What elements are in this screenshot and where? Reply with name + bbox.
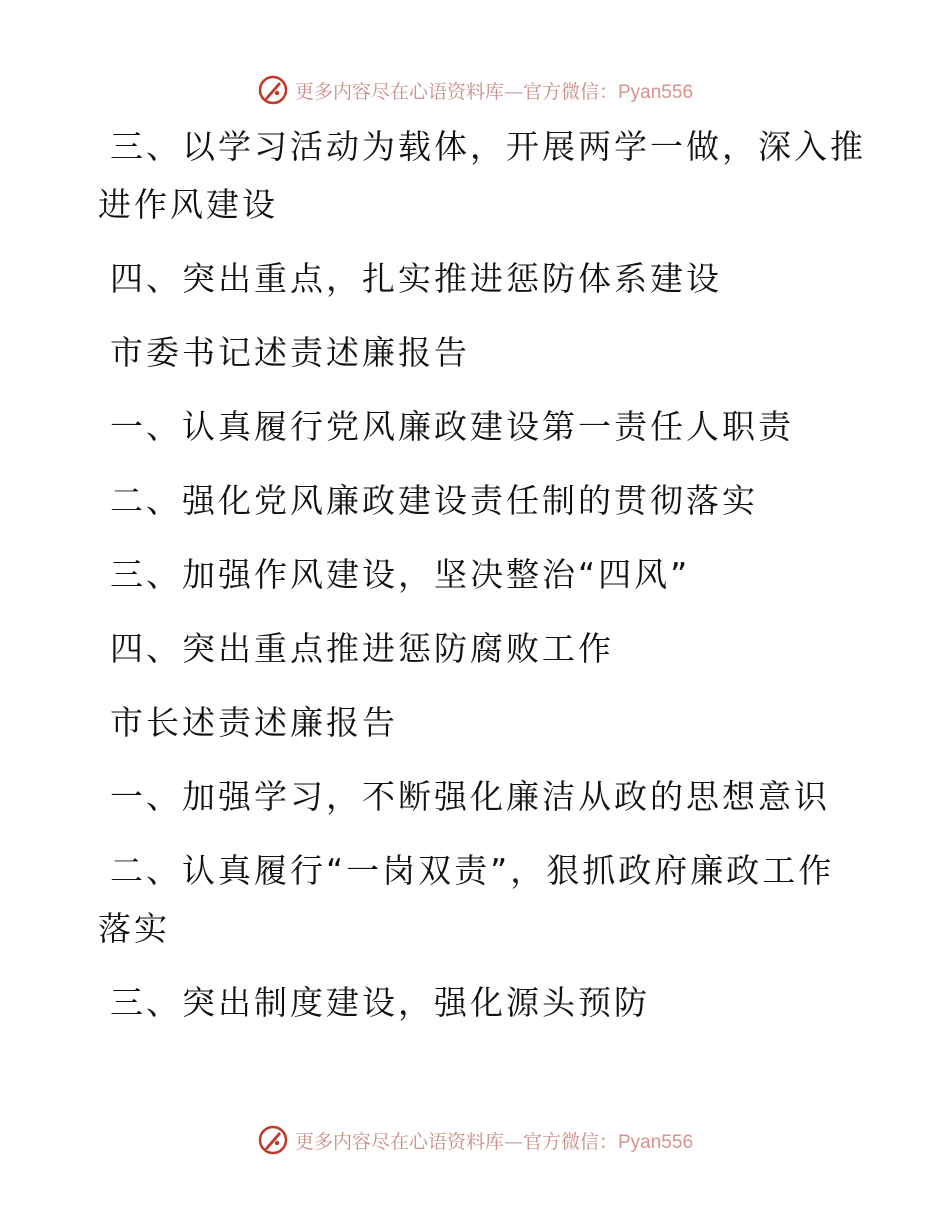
doc-line-10: 一、加强学习，不断强化廉洁从政的思想意识	[110, 777, 830, 816]
watermark-site: 更多内容尽在心语资料库	[294, 80, 504, 103]
doc-line-6: 二、强化党风廉政建设责任制的贯彻落实	[110, 481, 758, 520]
doc-line-9: 市长述责述廉报告	[110, 703, 398, 742]
watermark-text	[295, 1127, 693, 1154]
doc-line-3: 四、突出重点，扎实推进惩防体系建设	[110, 259, 722, 298]
watermark-account: Pyan556	[618, 1131, 694, 1153]
doc-line-1: 三、以学习活动为载体，开展两学一做，深入推	[110, 127, 866, 166]
doc-line-8: 四、突出重点推进惩防腐败工作	[110, 629, 614, 668]
quill-logo-icon	[257, 1124, 289, 1156]
watermark-text	[295, 77, 693, 104]
document-body	[98, 118, 866, 1032]
watermark-separator: —	[503, 1130, 523, 1153]
doc-line-13: 三、突出制度建设，强化源头预防	[110, 983, 650, 1022]
doc-line-7: 三、加强作风建设，坚决整治“四风”	[110, 555, 691, 594]
quill-logo-icon	[257, 74, 289, 106]
doc-line-5: 一、认真履行党风廉政建设第一责任人职责	[110, 407, 794, 446]
watermark-official-label: 官方微信：	[522, 1130, 618, 1153]
watermark-separator: —	[503, 80, 523, 103]
doc-line-12: 落实	[98, 909, 170, 948]
header-watermark	[0, 70, 950, 110]
doc-line-2: 进作风建设	[98, 185, 278, 224]
footer-watermark	[0, 1120, 950, 1160]
watermark-site: 更多内容尽在心语资料库	[294, 1130, 504, 1153]
watermark-official-label: 官方微信：	[522, 80, 618, 103]
watermark-account: Pyan556	[618, 81, 694, 103]
doc-line-4: 市委书记述责述廉报告	[110, 333, 470, 372]
doc-line-11: 二、认真履行“一岗双责”，狠抓政府廉政工作	[110, 851, 835, 890]
